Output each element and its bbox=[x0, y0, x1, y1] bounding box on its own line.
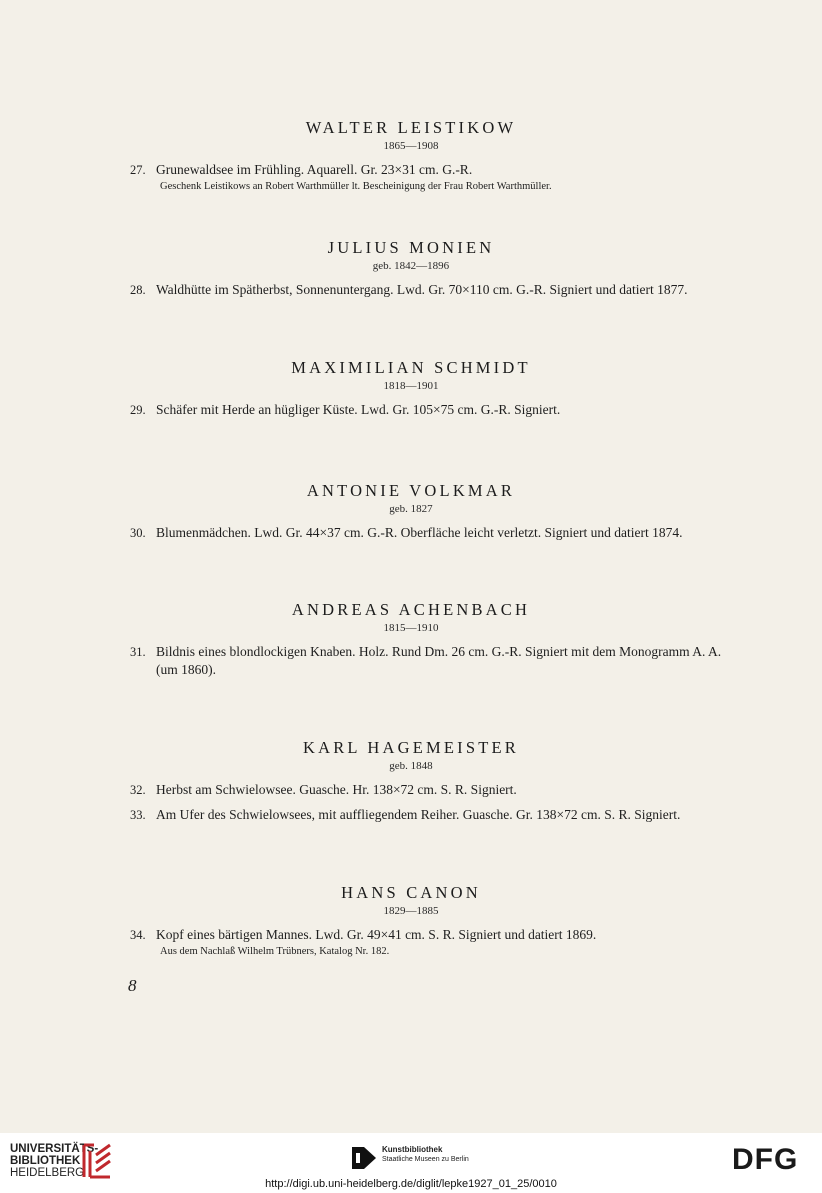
artist-name: HANS CANON bbox=[341, 883, 481, 902]
entry-text: Bildnis eines blondlockigen Knaben. Holz. Rund Dm. 26 cm. G.-R. Signiert mit dem Monogramm A. A. (um 1860). bbox=[156, 644, 722, 677]
kunstbibliothek-mark-icon bbox=[352, 1147, 376, 1169]
entry-number: 31. bbox=[130, 645, 146, 659]
artist-section bbox=[0, 238, 822, 299]
ub-line-1: UNIVERSITÄTS- bbox=[10, 1143, 99, 1155]
artist-dates: 1865—1908 bbox=[383, 140, 439, 152]
catalog-entry bbox=[130, 401, 730, 419]
entry-number: 28. bbox=[130, 283, 146, 297]
catalog-entry bbox=[130, 524, 730, 542]
catalog-entry bbox=[130, 781, 730, 799]
artist-dates: geb. 1827 bbox=[389, 503, 433, 515]
ub-line-3: HEIDELBERG bbox=[10, 1167, 85, 1179]
kb-line-1: Kunstbibliothek bbox=[382, 1145, 443, 1154]
entry-text: Kopf eines bärtigen Mannes. Lwd. Gr. 49×41 cm. S. R. Signiert und datiert 1869. bbox=[156, 927, 597, 942]
artist-name: JULIUS MONIEN bbox=[327, 238, 495, 257]
artist-name: MAXIMILIAN SCHMIDT bbox=[291, 358, 531, 377]
entry-note: Aus dem Nachlaß Wilhelm Trübners, Katalog Nr. 182. bbox=[160, 946, 390, 957]
entry-number: 34. bbox=[130, 928, 146, 942]
entry-text: Waldhütte im Spätherbst, Sonnenuntergang. Lwd. Gr. 70×110 cm. G.-R. Signiert und datiert 1877. bbox=[156, 282, 688, 297]
ub-heidelberg-logo-icon[interactable] bbox=[80, 1141, 114, 1181]
entry-text: Grunewaldsee im Frühling. Aquarell. Gr. 23×31 cm. G.-R. bbox=[156, 162, 473, 177]
artist-name: ANDREAS ACHENBACH bbox=[291, 600, 531, 619]
artist-section bbox=[0, 738, 822, 824]
kb-line-2: Staatliche Museen zu Berlin bbox=[382, 1156, 469, 1163]
source-url[interactable]: http://digi.ub.uni-heidelberg.de/diglit/lepke1927_01_25/0010 bbox=[265, 1178, 557, 1190]
ub-line-2: BIBLIOTHEK bbox=[10, 1155, 81, 1167]
artist-name: KARL HAGEMEISTER bbox=[302, 738, 520, 757]
entry-text: Am Ufer des Schwielowsees, mit auffliegendem Reiher. Guasche. Gr. 138×72 cm. S. R. Signiert. bbox=[156, 807, 681, 822]
footer-bar bbox=[0, 1133, 822, 1193]
entry-text: Blumenmädchen. Lwd. Gr. 44×37 cm. G.-R. Oberfläche leicht verletzt. Signiert und datiert 1874. bbox=[156, 525, 683, 540]
artist-name: ANTONIE VOLKMAR bbox=[306, 481, 516, 500]
catalog-entry bbox=[130, 806, 730, 824]
artist-dates: 1829—1885 bbox=[383, 905, 439, 917]
entry-number: 27. bbox=[130, 163, 146, 177]
catalog-entry bbox=[130, 926, 730, 959]
catalog-entry bbox=[130, 643, 730, 679]
artist-section bbox=[0, 600, 822, 679]
artist-dates: 1818—1901 bbox=[383, 380, 439, 392]
catalog-entry bbox=[130, 161, 730, 194]
page-number: 8 bbox=[128, 976, 137, 995]
dfg-logo[interactable]: DFG bbox=[732, 1143, 799, 1176]
artist-dates: geb. 1842—1896 bbox=[372, 260, 450, 272]
entry-text: Schäfer mit Herde an hügliger Küste. Lwd. Gr. 105×75 cm. G.-R. Signiert. bbox=[156, 402, 561, 417]
entry-text: Herbst am Schwielowsee. Guasche. Hr. 138×72 cm. S. R. Signiert. bbox=[156, 782, 517, 797]
artist-section bbox=[0, 358, 822, 419]
artist-section bbox=[0, 883, 822, 959]
entry-note: Geschenk Leistikows an Robert Warthmüller lt. Bescheinigung der Frau Robert Warthmüller. bbox=[160, 181, 552, 192]
artist-section bbox=[0, 118, 822, 194]
artist-dates: 1815—1910 bbox=[383, 622, 439, 634]
artist-name: WALTER LEISTIKOW bbox=[305, 118, 517, 137]
catalog-entry bbox=[130, 281, 730, 299]
entry-number: 30. bbox=[130, 526, 146, 540]
artist-section bbox=[0, 481, 822, 542]
entry-number: 32. bbox=[130, 783, 146, 797]
entry-number: 33. bbox=[130, 808, 146, 822]
artist-dates: geb. 1848 bbox=[389, 760, 433, 772]
entry-number: 29. bbox=[130, 403, 146, 417]
